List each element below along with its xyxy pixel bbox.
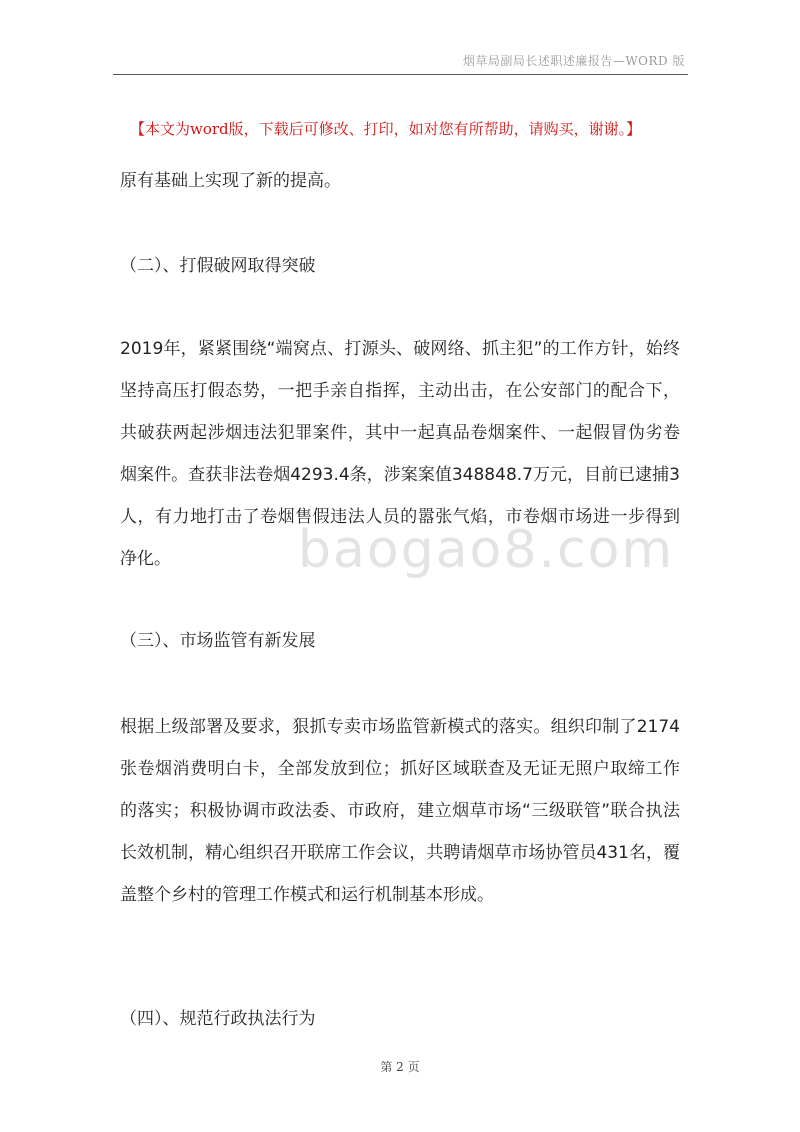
- paragraph-1: 原有基础上实现了新的提高。: [120, 171, 341, 191]
- watermark: baogao8.com: [298, 520, 675, 580]
- section-heading-4: [120, 998, 680, 1040]
- heading-text: （三）、市场监管有新发展: [120, 631, 316, 651]
- header-title: 烟草局副局长述职述廉报告—WORD 版: [462, 54, 685, 68]
- paragraph-2: 2019年，紧紧围绕“端窝点、打源头、破网络、抓主犯”的工作方针，始终坚持高压打假态势，一把手亲自指挥，主动出击，在公安部门的配合下，共破获两起涉烟违法犯罪案件，其中一起真品卷烟案件、一起假冒伪劣卷烟案件。查获非法卷烟4293.4条，涉案案值348848.7万元，目前已逮捕3人，有力地打击了卷烟售假违法人员的嚣张气焰，市卷烟市场进一步得到净化。: [120, 339, 680, 569]
- section-heading-2: [120, 245, 680, 287]
- paragraph-3-block: [120, 706, 680, 916]
- heading-text: （二）、打假破网取得突破: [120, 256, 316, 276]
- document-body: [120, 160, 680, 202]
- notice-banner: 【本文为word版，下载后可修改、打印，如对您有所帮助，请购买，谢谢。】: [130, 120, 642, 138]
- paragraph-3: 根据上级部署及要求，狠抓专卖市场监管新模式的落实。组织印制了2174张卷烟消费明白卡，全部发放到位；抓好区域联查及无证无照户取缔工作的落实；积极协调市政法委、市政府，建立烟草市场“三级联管”联合执法长效机制，精心组织召开联席工作会议，共聘请烟草市场协管员431名，覆盖整个乡村的管理工作模式和运行机制基本形成。: [120, 717, 680, 905]
- paragraph-2-block: [120, 328, 680, 580]
- header-rule: [113, 74, 688, 75]
- heading-text: （四）、规范行政执法行为: [120, 1009, 316, 1029]
- page-number: 第 2 页: [380, 1060, 420, 1074]
- section-heading-3: [120, 620, 680, 662]
